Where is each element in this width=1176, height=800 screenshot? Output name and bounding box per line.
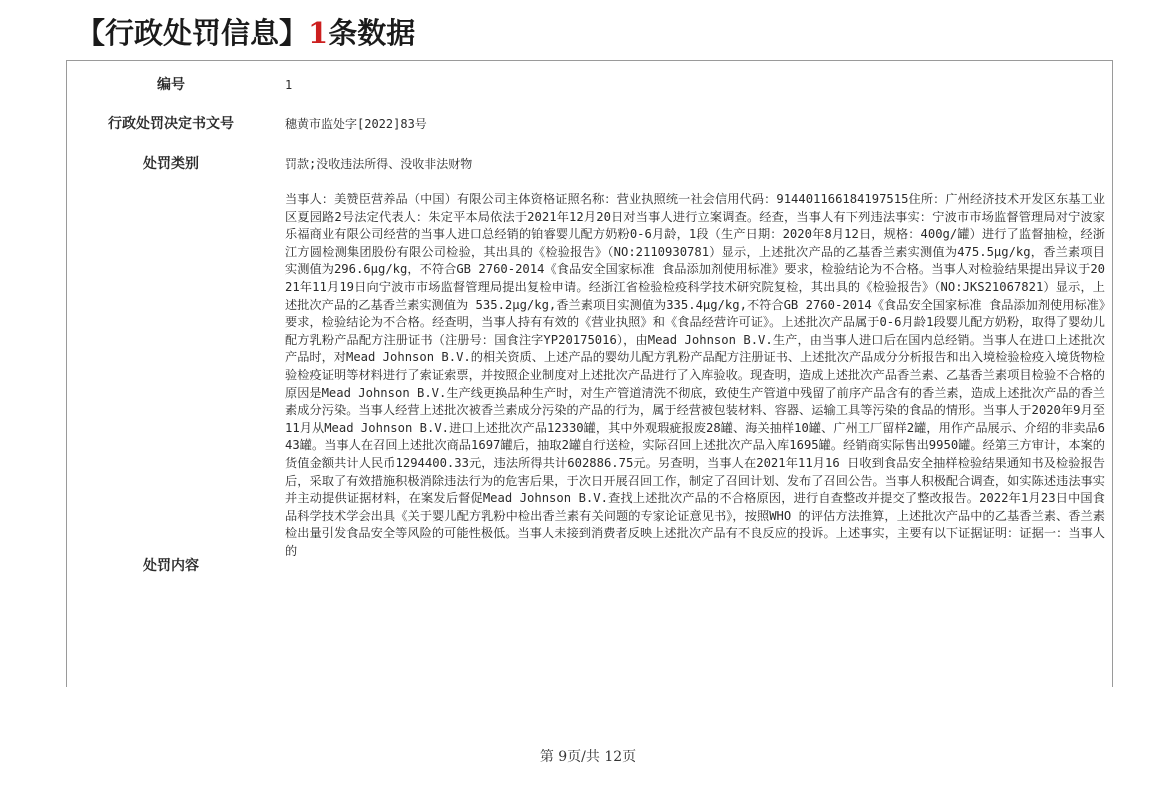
title-suffix: 条数据 [328,16,416,50]
row-decision-doc [67,113,1112,137]
page-footer-pagination: 第 9页/共 12页 [539,749,637,765]
penalty-content-value: 当事人：美赞臣营养品（中国）有限公司主体资格证照名称：营业执照统一社会信用代码：914401166184197515住所：广州经济技术开发区东基工业区夏园路2号法定代表人：朱定平本局依法于2021年12月20日对当事人进行立案调查。经查，当事人有下列违法事实：宁波市市场监督管理局对宁波家乐福商业有限公司经营的当事人进口总经销的铂睿婴儿配方奶粉0-6月龄，1段（生产日期：2020年8月12日，规格：400g/罐）进行了监督抽检，经浙江方圆检测集团股份有限公司检验，其出具的《检验报告》（NO:2110930781）显示，上述批次产品的乙基香兰素实测值为475.5μg/kg，香兰素项目实测值为296.6μg/kg，不符合GB 2760-2014《食品安全国家标准 食品添加剂使用标准》要求，检验结论为不合格。当事人对检验结果提出异议于2021年11月19日向宁波市市场监督管理局提出复检申请。经浙江省检验检疫科学技术研究院复检，其出具的《检验报告》（NO:JKS21067821）显示，上述批次产品的乙基香兰素实测值为 535.2μg/kg,香兰素项目实测值为335.4μg/kg,不符合GB 2760-2014《食品安全国家标准 食品添加剂使用标准》要求，检验结论为不合格。经查明，当事人持有有效的《营业执照》和《食品经营许可证》。上述批次产品属于0-6月龄1段婴儿配方奶粉，取得了婴幼儿配方乳粉产品配方注册证书（注册号：国食注字YP20175016），由Mead Johnson B.V.生产，由当事人进口后在国内总经销。当事人在进口上述批次产品时，对Mead Johnson B.V.的相关资质、上述产品的婴幼儿配方乳粉产品配方注册证书、上述批次产品成分分析报告和出入境检验检疫入境货物检验检疫证明等材料进行了索证索票，并按照企业制度对上述批次产品进行了入库验收。现查明，造成上述批次产品香兰素、乙基香兰素项目检验不合格的原因是Mead Johnson B.V.生产线更换品种生产时，对生产管道清洗不彻底，致使生产管道中残留了前序产品含有的香兰素，造成上述批次产品的香兰素成分污染。当事人经营上述批次被香兰素成分污染的产品的行为，属于经营被包装材料、容器、运输工具等污染的食品的情形。当事人于2020年9月至11月从Mead Johnson B.V.进口上述批次产品12330罐，其中外观瑕疵报废28罐、海关抽样10罐、广州工厂留样2罐，用作产品展示、介绍的非卖品643罐。当事人在召回上述批次商品1697罐后，抽取2罐自行送检，实际召回上述批次产品入库1695罐。经销商实际售出9950罐。经第三方审计，本案的货值金额共计人民币1294400.33元，违法所得共计602886.75元。另查明，当事人在2021年11月16 日收到食品安全抽样检验结果通知书及检验报告后，采取了有效措施积极消除违法行为的危害后果，于次日开展召回工作，制定了召回计划、发布了召回公告。当事人积极配合调查，如实陈述违法事实并主动提供证据材料，在案发后督促Mead Johnson B.V.查找上述批次产品的不合格原因，进行自查整改并提交了整改报告。2022年1月23日中国食品科学技术学会出具《关于婴儿配方乳粉中检出香兰素有关问题的专家论证意见书》，按照WHO 的评估方法推算，上述批次产品中的乙基香兰素、香兰素检出量引发食品安全等风险的可能性极低。当事人未接到消费者反映上述批次产品有不良反应的投诉。上述事实，主要有以下证据证明：证据一：当事人的 [285,192,1105,558]
row-penalty-content [67,189,1112,687]
penalty-content-label: 处罚内容 [143,558,199,574]
penalty-type-label: 处罚类别 [143,156,199,172]
decision-doc-value: 穗黄市监处字[2022]83号 [285,117,427,131]
penalty-type-value: 罚款;没收违法所得、没收非法财物 [285,157,473,171]
penalty-record-table [66,60,1113,687]
page-title [76,14,415,52]
title-prefix: 【行政处罚信息】 [76,16,309,50]
record-count: 1 [308,16,329,50]
number-value: 1 [285,78,293,92]
number-label: 编号 [157,77,185,93]
row-penalty-type [67,153,1112,177]
decision-doc-label: 行政处罚决定书文号 [108,116,234,132]
row-number [67,73,1112,97]
